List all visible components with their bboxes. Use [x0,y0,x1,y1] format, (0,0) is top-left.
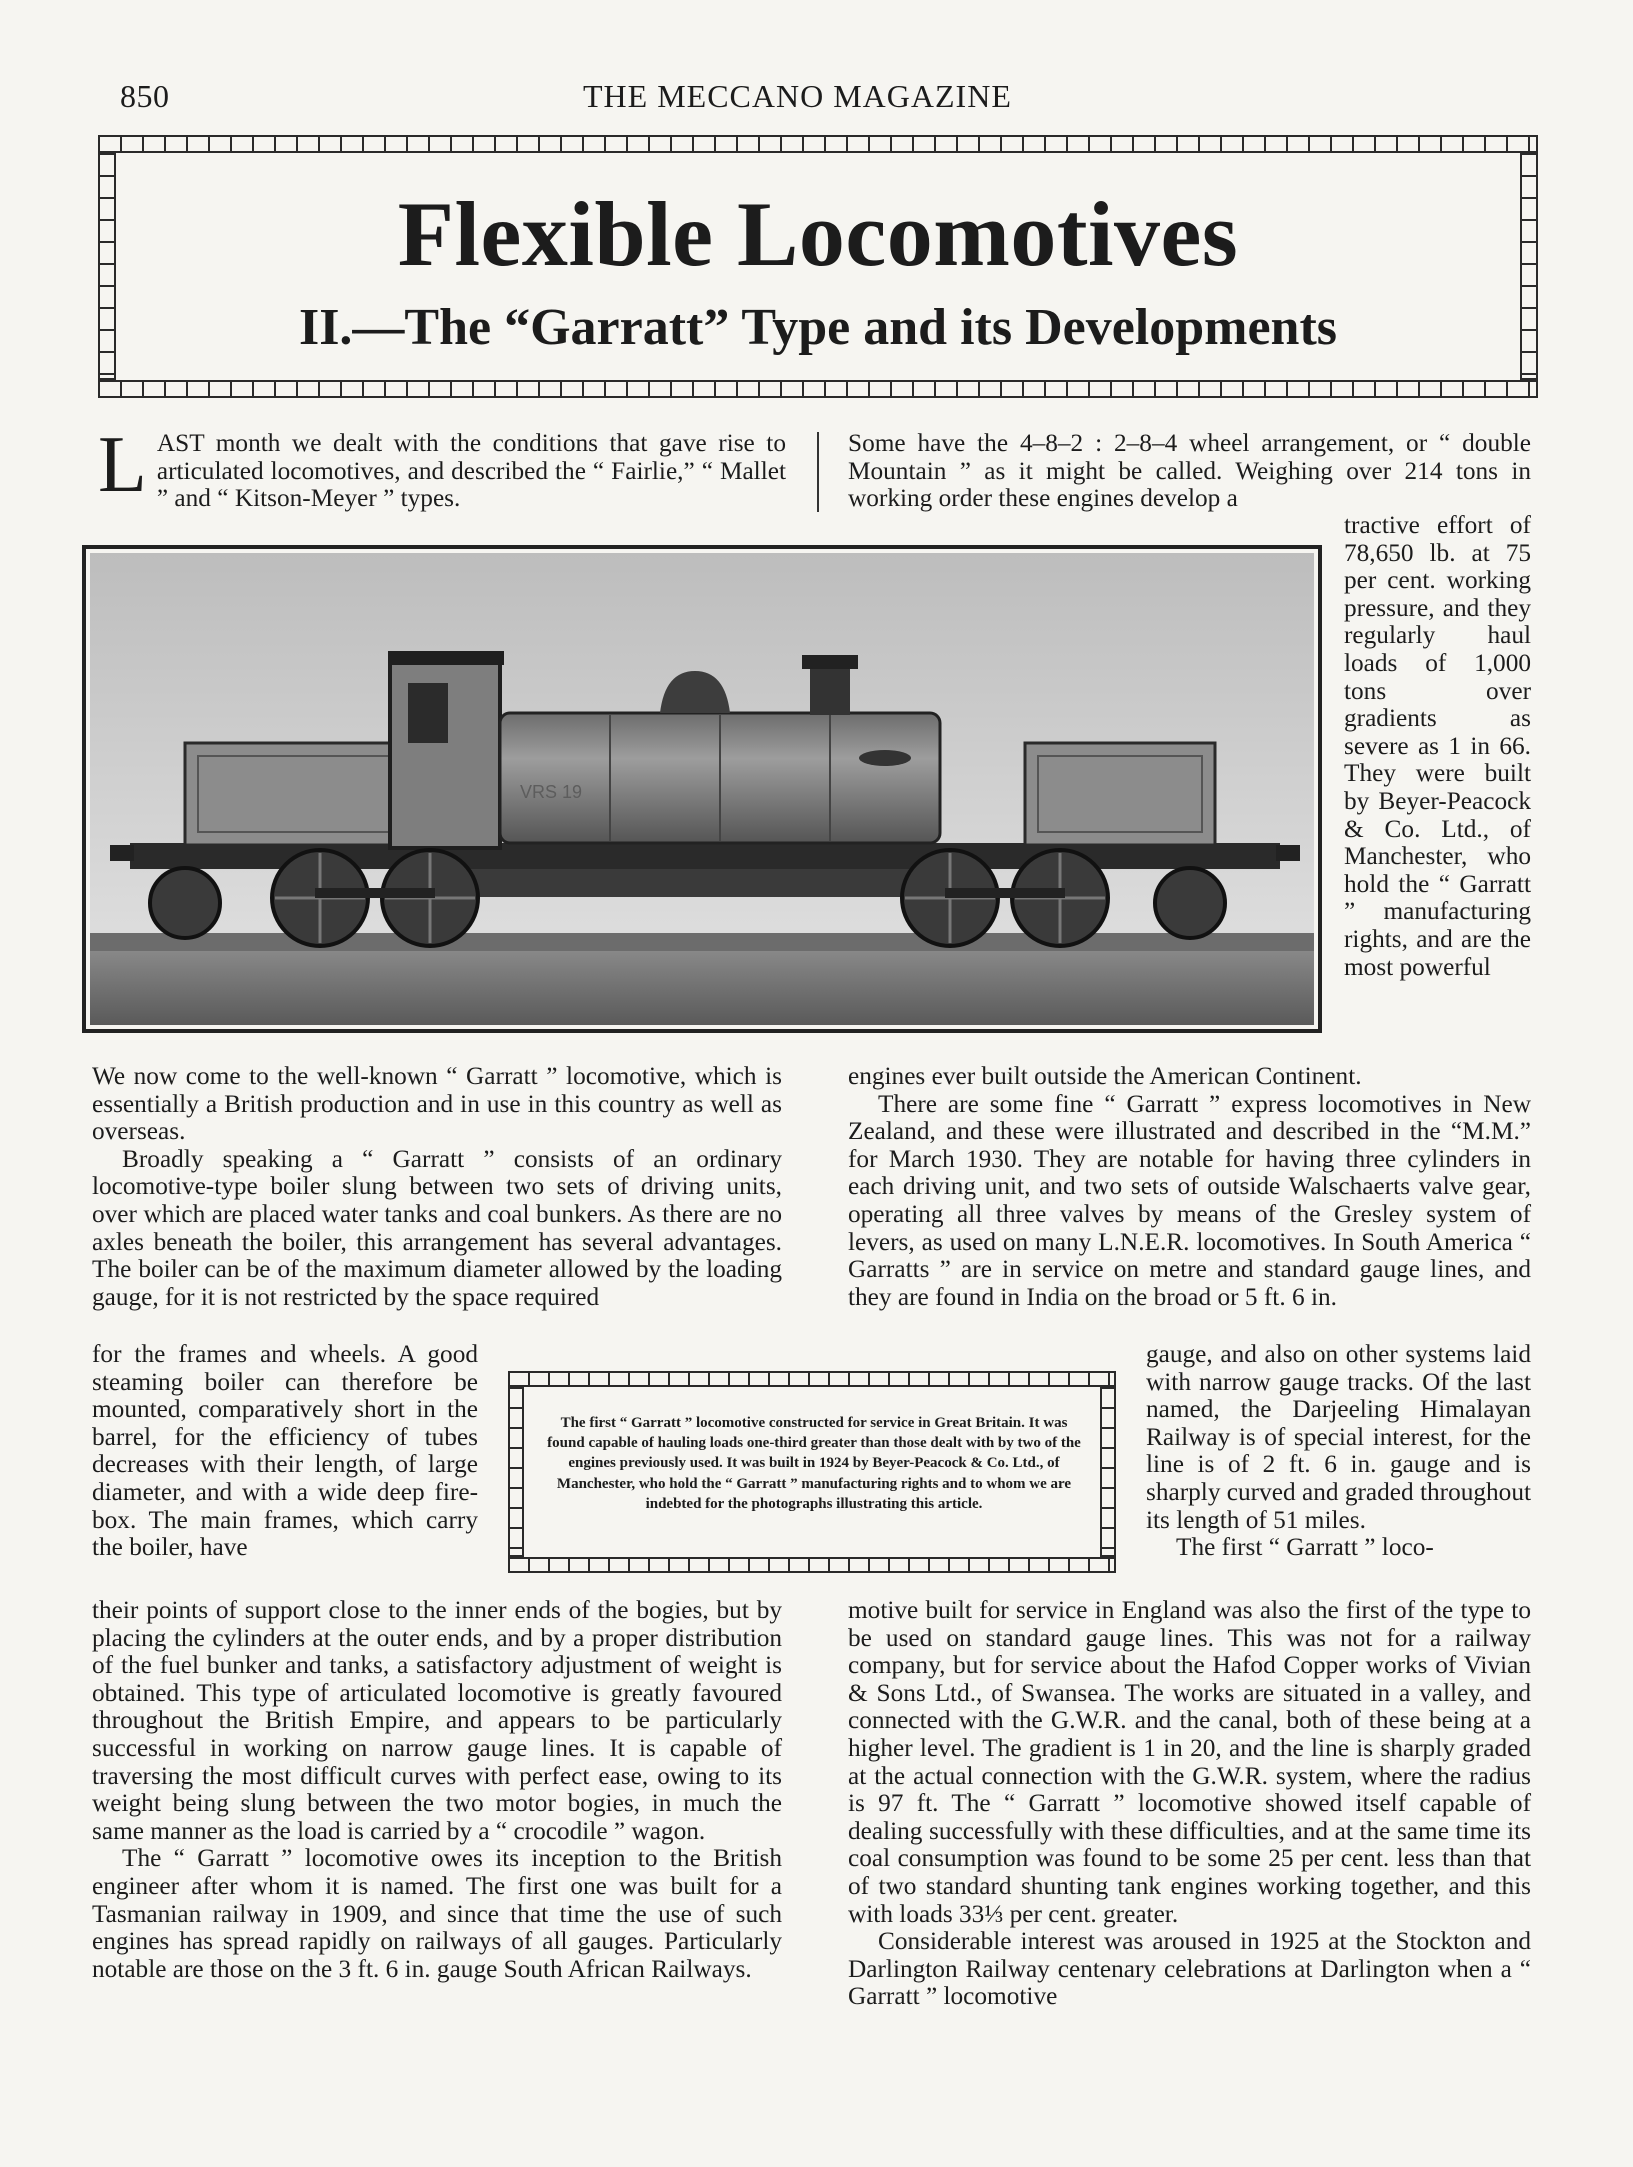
garratt-locomotive-illustration [90,553,1314,1025]
article-subtitle: II.—The “Garratt” Type and its Developments [298,299,1338,356]
right-column-top: Some have the 4–8–2 : 2–8–4 wheel arrangement, or “ double Mountain ” as it might be called. Weighing over 214 tons in working order these engines develop a [848,429,1531,513]
left-column-body [92,1063,782,1311]
article-title: Flexible Locomotives [397,183,1239,285]
right-column-body [848,1063,1531,1311]
right-column-lower [848,1597,1531,2011]
left-column-lower [92,1597,782,1983]
paragraph: The “ Garratt ” locomotive owes its inception to the British engineer after whom it is named. The first one was built for a Tasmanian railway in 1909, and since that time the use of such engines has spread rapidly on railways of all gauges. Particularly notable are those on the 3 ft. 6 in. gauge South African Railways. [92,1844,782,1983]
paragraph: We now come to the well-known “ Garratt ” locomotive, which is essentially a British production and in use in this country as well as overseas. [92,1062,782,1146]
page-number: 850 [120,78,170,114]
magazine-title: THE MECCANO MAGAZINE [583,78,1012,114]
paragraph: There are some fine “ Garratt ” express locomotives in New Zealand, and these were illustrated and described in the “M.M.” for March 1930. They are notable for having three cylinders in each driving unit, and two sets of outside Walschaerts valve gear, operating all three valves by means of the Gresley system of levers, as used on many L.N.E.R. locomotives. In South America “ Garratts ” are in service on metre and standard gauge lines, and they are found in India on the broad or 5 ft. 6 in. [848,1089,1531,1311]
locomotive-number: VRS 19 [520,782,583,802]
paragraph: gauge, and also on other systems laid with narrow gauge tracks. Of the last named, the Darjeeling Himalayan Railway is of special interest, for the line is of 2 ft. 6 in. gauge and is sharply curved and graded throughout its length of 51 miles. [1146,1340,1531,1534]
paragraph: The first “ Garratt ” loco- [1176,1533,1434,1562]
drop-cap: L [98,421,147,509]
locomotive-photo [82,545,1322,1033]
intro-text: AST month we dealt with the conditions that gave rise to articulated locomotives, and described the “ Fairlie,” “ Mallet ” and “ Kitson-Meyer ” types. [156,429,786,513]
paragraph: Considerable interest was aroused in 1925 at the Stockton and Darlington Railway centenary celebrations at Darlington when a “ Garratt ” locomotive [848,1927,1531,2011]
paragraph: Broadly speaking a “ Garratt ” consists of an ordinary locomotive-type boiler slung between two sets of driving units, over which are placed water tanks and coal bunkers. As there are no axles beneath the boiler, this arrangement has several advantages. The boiler can be of the maximum diameter allowed by the loading gauge, for it is not restricted by the space required [92,1144,782,1311]
paragraph: motive built for service in England was also the first of the type to be used on standard gauge lines. This was not for a railway company, but for service about the Hafod Copper works of Vivian & Sons Ltd., of Swansea. The works are situated in a valley, and connected with the G.W.R. and the canal, both of these being at a higher level. The gradient is 1 in 20, and the line is sharply graded at the actual connection with the G.W.R. system, where the radius is 97 ft. The “ Garratt ” locomotive showed itself capable of dealing successfully with these difficulties, and at the same time its coal consumption was found to be some 25 per cent. less than that of two standard shunting tank engines working together, and this with loads 33⅓ per cent. greater. [848,1596,1531,1928]
paragraph: their points of support close to the inner ends of the bogies, but by placing the cylinders at the outer ends, and by a proper distribution of the fuel bunker and tanks, a satisfactory adjustment of weight is obtained. This type of articulated locomotive is greatly favoured throughout the British Empire, and appears to be particularly successful in working on narrow gauge lines. It is capable of traversing the most difficult curves with perfect ease, owing to its weight being slung between the two motor bogies, in much the same manner as the load is carried by a “ crocodile ” wagon. [92,1596,782,1845]
left-column-narrow: for the frames and wheels. A good steaming boiler can therefore be mounted, comparatively short in the barrel, for the efficiency of tubes decreases with their length, of large diameter, and with a wide deep fire-box. The main frames, which carry the boiler, have [92,1340,478,1562]
intro-paragraph [98,421,786,513]
right-column-narrow [1146,1341,1531,1562]
right-narrow-column: tractive effort of 78,650 lb. at 75 per cent. working pressure, and they regularly haul loads of 1,000 tons over gradients as severe as 1 in 66. They were built by Beyer-Peacock & Co. Ltd., of Manchester, who hold the “ Garratt ” manufacturing rights, and are the most powerful [1344,511,1531,981]
photo-caption: The first “ Garratt ” locomotive constructed for service in Great Britain. It was found capable of hauling loads one-third greater than those dealt with by two of the engines previously used. It was built in 1924 by Beyer-Peacock & Co. Ltd., of Manchester, who hold the “ Garratt ” manufacturing rights and to whom we are indebted for the photographs illustrating this article. [547,1415,1081,1512]
paragraph: engines ever built outside the American Continent. [848,1062,1362,1090]
column-rule [817,432,819,512]
